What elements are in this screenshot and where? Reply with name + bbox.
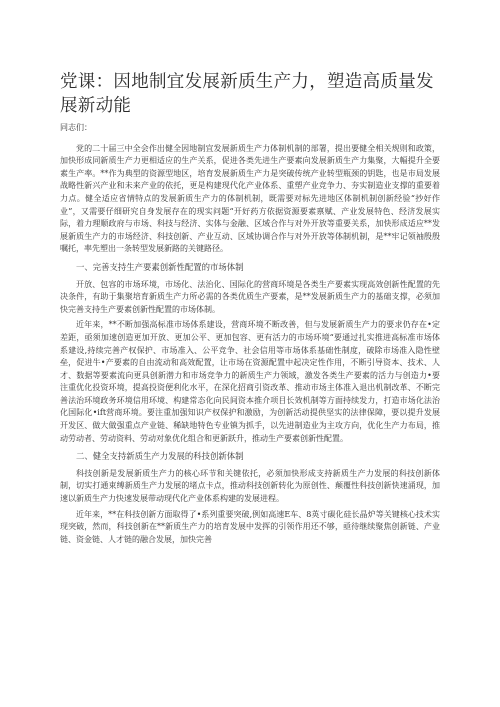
intro-paragraph: 党的二十届三中全会作出健全因地制宜发展新质生产力体制机制的部署，提出要健全相关规则和政策，加快形成同新质生产力更相适应的生产关系，促进各类先进生产要素向发展新质生产力集聚，大幅提升全要素生产率。**作为典型的资源型地区，培育发展新质生产力是突破传统产业转型瓶颈的钥匙，也是市局发展战略性新兴产业和未来产业的依托，更是构建现代化产业体系、重塑产业竞争力、夯实制造业支撑的重要着力点。健全适应省情特点的发展新质生产力的体制机制，既需要对标先进地区体制机制创新经验“抄好作业”，又需要仔细研究自身发展存在的现实问题“开好药方依据资源要素禀赋、产业发展特色、经济发展实际，着力理顺政府与市场、科技与经济、实体与金融、区域合作与对外开放等重要关系，加快形成适应**发展新质生产力的市场经济、科技创新、产业互动、区域协调合作与对外开放等体制机制，是**牢记领袖殷殷嘱托，率先塑出一条转型发展新路的关键路径。 — [60, 143, 440, 254]
section-1-paragraph-1: 开放、包容的市场环境，市场化、法治化、国际化的营商环境是各类生产要素实现高效创新性配置的先决条件，有助于集聚培育新质生产力所必需的各类优质生产要素，是**发展新质生产力的基础支撑，必须加快完善支持生产要素创新性配置的市场体制。 — [60, 279, 440, 314]
section-heading-2: 二、健全支持新质生产力发展的科技创新体制 — [76, 451, 244, 462]
section-1-paragraph-2: 近年来，**不断加强高标准市场体系建设，营商环境不断改善，但与发展新质生产力的要求仍存在•定差距，亟须加速创造更加开放、更加公平、更加包容、更有活力的市场环境“要通过扎实推进高标准市场体系建设,持续完善产权保护、市场准入、公平竞争、社会信用等市场体系基础性制度，破除市场准入隐性壁垒，促进牛•产要素的自由流动和高效配置，让市场在资源配置中起决定性作用，不断引导资本、技术、人才、数据等要素流向更具创新潜力和市场竞争力的新质生产力领域，激发各类生产要素的活力与创造力•要注重优化投资环境，提高投资便利化水平，在深化招商引资改革、推动市场主体准入退出机制改革、不断完善法治环境政务环境信用环境、构建常态化向民间资本推介项目长效机制等方面持续发力，打造市场化法治化国际化•ift营商环境。要注重加强知识产权保护和激励，为创新活动提供坚实的法律保障，要以提升发展开发区、做大做强重点产业链、稀缺地特色专业镇为抓手，以先进制造业为主攻方向，优化生产力布局，推动劳动者、劳动资料、劳动对象优化组合和更新跃升，推动生产要素创新性配置。 — [60, 320, 440, 443]
section-2-paragraph-1: 科技创新是发展新质生产力的核心环节和关键依托，必须加快形成支持新质生产力发展的科技创新体制，切实打通束缚新质生产力发展的堵点卡点，推动科技创新转化为原创性、颠覆性科技创新快速涌现，加速以新质生产力快速发展带动现代化产业体系构建的发展进程。 — [60, 468, 440, 504]
salutation: 同志们： — [60, 123, 92, 132]
section-2-paragraph-2: 近年来，**在科技创新方面取得了•系列重要突破,例如高速E车、8英寸碳化硅长晶炉等关键核心技术实现突破，然而，科技创新在**新质生产力的培育发展中发挥的引领作用还不够，亟待继续聚焦创新链、产业链、资金链、人才链的融合发展，加快完善 — [60, 509, 440, 544]
section-heading-1: 一、完善支持生产要素创新性配置的市场体制 — [76, 261, 244, 272]
document-title: 党课：因地制宜发展新质生产力，塑造高质量发展新动能 — [60, 72, 434, 116]
document-body — [60, 122, 440, 549]
